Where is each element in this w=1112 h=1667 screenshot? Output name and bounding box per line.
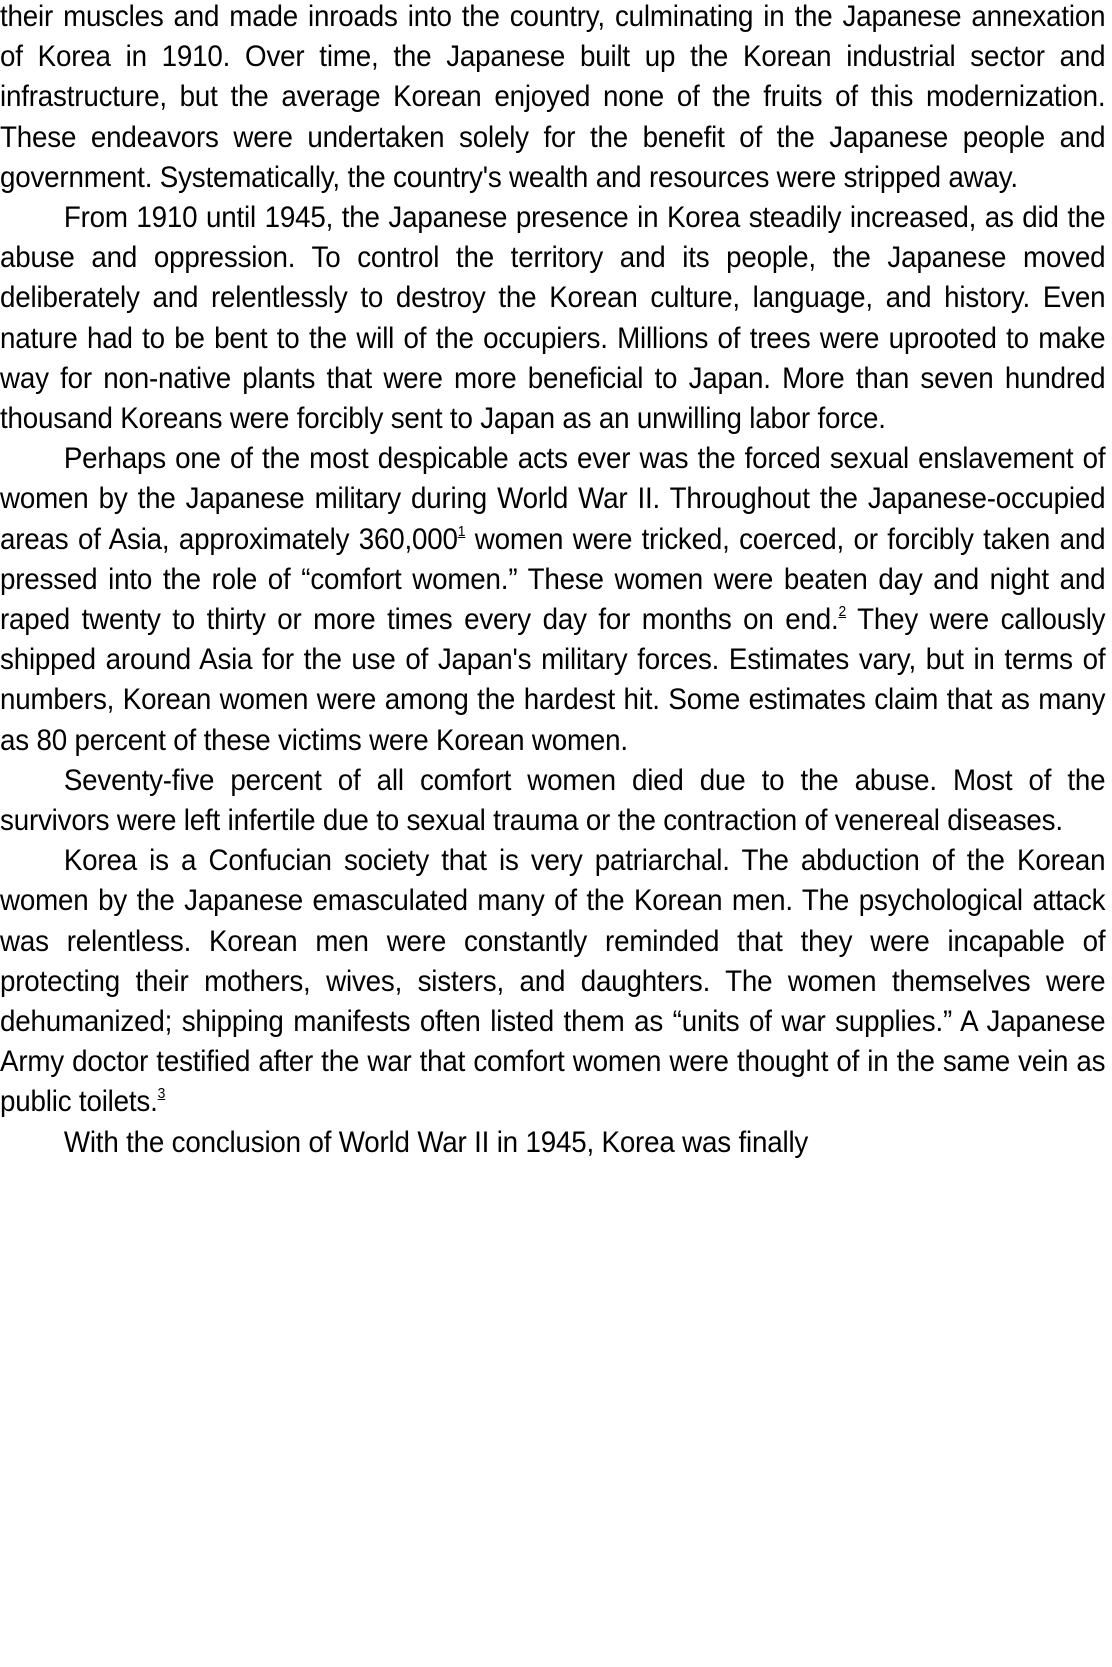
- paragraph-text: They were callously shipped around Asia for the use of Japan's military forces. Estimates vary, but in terms of numbers, Korean women were among the hardest hit. Some estimates claim that as many as 80 percent of these victims were Korean women.: [0, 603, 1106, 757]
- footnote-link[interactable]: 1: [457, 522, 466, 540]
- footnote-link[interactable]: 3: [157, 1085, 166, 1103]
- paragraph-text: women were tricked, coerced, or forcibly taken and pressed into the role of “comfort women.” These women were beaten day and night and raped twenty to thirty or more times every day for months on end.: [0, 522, 1106, 637]
- body-paragraph: [0, 761, 1105, 841]
- paragraph-text: Seventy-five percent of all comfort women died due to the abuse. Most of the survivors were left infertile due to sexual trauma or the contraction of venereal diseases.: [0, 763, 1106, 838]
- paragraph-text: their muscles and made inroads into the country, culminating in the Japanese annexation of Korea in 1910. Over time, the Japanese built up the Korean industrial sector and infrastructure, but the average Korean enjoyed none of the fruits of this modernization. These endeavors were undertaken solely for the benefit of the Japanese people and government. Systematically, the country's wealth and resources were stripped away.: [0, 0, 1106, 194]
- paragraph-text: With the conclusion of World War II in 1945, Korea was finally: [63, 1125, 809, 1159]
- body-paragraph: [0, 439, 1105, 761]
- paragraph-text: Korea is a Confucian society that is very patriarchal. The abduction of the Korean women by the Japanese emasculated many of the Korean men. The psychological attack was relentless. Korean men were constantly reminded that they were incapable of protecting their mothers, wives, sisters, and daughters. The women themselves were dehumanized; shipping manifests often listed them as “units of war supplies.” A Japanese Army doctor testified after the war that comfort women were thought of in the same vein as public toilets.: [0, 844, 1106, 1119]
- paragraph-text: Perhaps one of the most despicable acts ever was the forced sexual enslavement of women by the Japanese military during World War II. Throughout the Japanese-occupied areas of Asia, approximately 360,000: [0, 442, 1106, 556]
- footnote-link[interactable]: 2: [838, 603, 847, 621]
- paragraph-text: From 1910 until 1945, the Japanese presence in Korea steadily increased, as did the abuse and oppression. To control the territory and its people, the Japanese moved deliberately and relentlessly to destroy the Korean culture, language, and history. Even nature had to be bent to the will of the occupiers. Millions of trees were uprooted to make way for non-native plants that were more beneficial to Japan. More than seven hundred thousand Koreans were forcibly sent to Japan as an unwilling labor force.: [0, 201, 1106, 436]
- body-paragraph: [0, 1123, 1105, 1163]
- body-paragraph: [0, 841, 1105, 1122]
- body-paragraph: [0, 198, 1105, 439]
- body-paragraph: [0, 0, 1105, 198]
